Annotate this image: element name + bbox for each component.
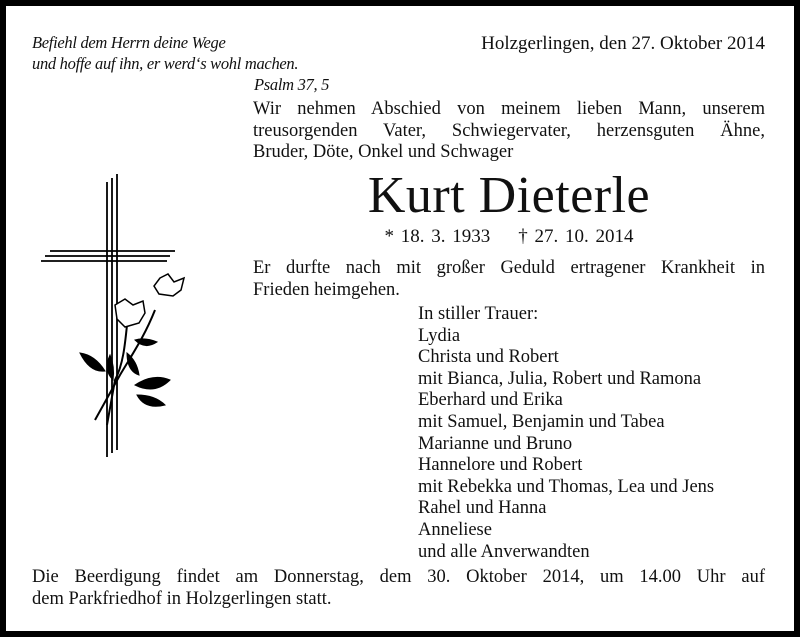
cross-with-roses-icon [35,170,215,485]
mourner: mit Bianca, Julia, Robert und Ramona [418,368,702,389]
quote-reference: Psalm 37, 5 [254,75,330,94]
funeral-line: Die Beerdigung findet am Donnerstag, dem 30. Oktober 2014, um 14.00 Uhr auf [32,567,765,587]
mourner: mit Rebekka und Thomas, Lea und Jens [418,476,715,497]
mourner: Eberhard und Erika [418,390,563,411]
bible-quote [32,32,329,95]
place-date: Holzgerlingen, den 27. Oktober 2014 [481,33,765,54]
birth-date: * 18. 3. 1933 [384,226,491,247]
funeral-notice [32,566,765,610]
intro-line: Bruder, Döte, Onkel und Schwager [253,142,514,162]
mourner: Christa und Robert [418,347,559,368]
intro-text [253,99,765,164]
quote-line: Befiehl dem Herrn deine Wege [32,33,226,52]
message-line: Er durfte nach mit großer Geduld ertragener Krankheit in [253,258,765,278]
message-line: Frieden heimgehen. [253,280,400,300]
mourner: mit Samuel, Benjamin und Tabea [418,411,665,432]
death-date: † 27. 10. 2014 [518,226,634,247]
intro-line: Wir nehmen Abschied von meinem lieben Mann, unserem [253,99,765,119]
quote-line: und hoffe auf ihn, er werd‘s wohl machen. [32,54,299,73]
intro-line: treusorgenden Vater, Schwiegervater, herzensguten Ähne, [253,120,765,141]
life-dates [253,226,765,248]
mourner: Marianne und Bruno [418,433,573,454]
deceased-name: Kurt Dieterle [367,167,651,224]
mourner: und alle Anverwandten [418,541,590,562]
mourners-heading: In stiller Trauer: [418,304,539,324]
mourner: Anneliese [418,519,492,540]
mourners-list [418,304,714,563]
mourner: Lydia [418,325,461,346]
funeral-line: dem Parkfriedhof in Holzgerlingen statt. [32,589,332,609]
mourner: Rahel und Hanna [418,498,547,519]
mourner: Hannelore und Robert [418,455,583,476]
message-text [253,257,765,301]
